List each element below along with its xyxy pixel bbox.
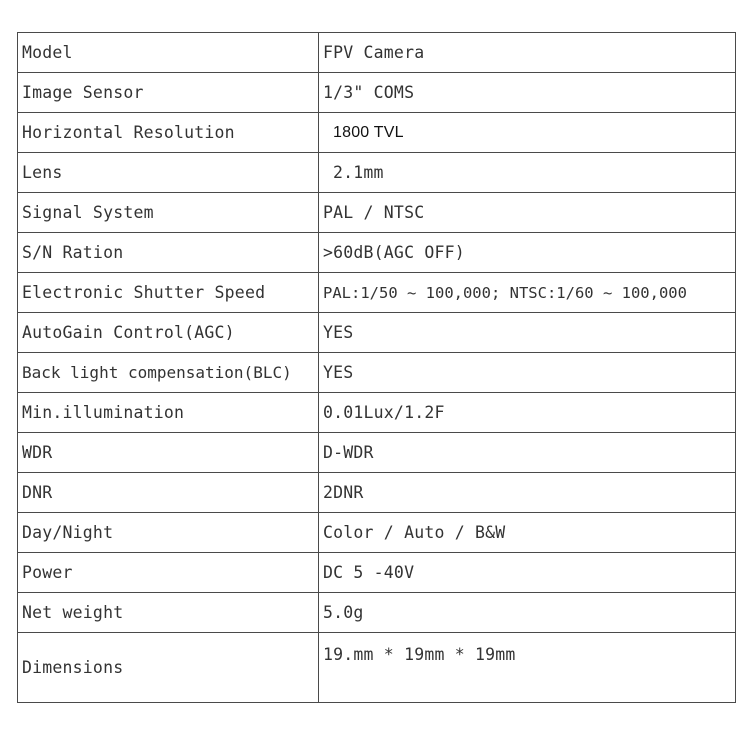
spec-value-power: DC 5 -40V <box>319 553 736 593</box>
spec-value-signal-system: PAL / NTSC <box>319 193 736 233</box>
spec-value-net-weight: 5.0g <box>319 593 736 633</box>
spec-value-dnr: 2DNR <box>319 473 736 513</box>
table-row <box>18 593 736 633</box>
spec-label-blc: Back light compensation(BLC) <box>18 353 319 393</box>
spec-value-shutter-speed: PAL:1/50 ~ 100,000; NTSC:1/60 ~ 100,000 <box>319 273 736 313</box>
table-row <box>18 33 736 73</box>
spec-label-power: Power <box>18 553 319 593</box>
spec-value-min-illumination: 0.01Lux/1.2F <box>319 393 736 433</box>
spec-value-image-sensor: 1/3" COMS <box>319 73 736 113</box>
table-row <box>18 73 736 113</box>
spec-label-sn-ratio: S/N Ration <box>18 233 319 273</box>
table-row <box>18 113 736 153</box>
spec-label-dimensions: Dimensions <box>18 633 319 703</box>
spec-label-shutter-speed: Electronic Shutter Speed <box>18 273 319 313</box>
spec-label-wdr: WDR <box>18 433 319 473</box>
table-row <box>18 633 736 703</box>
spec-label-agc: AutoGain Control(AGC) <box>18 313 319 353</box>
spec-value-lens: 2.1mm <box>319 153 736 193</box>
spec-label-day-night: Day/Night <box>18 513 319 553</box>
spec-label-net-weight: Net weight <box>18 593 319 633</box>
spec-value-day-night: Color / Auto / B&W <box>319 513 736 553</box>
spec-label-dnr: DNR <box>18 473 319 513</box>
spec-value-dimensions: 19.mm * 19mm * 19mm <box>319 633 736 703</box>
table-row <box>18 513 736 553</box>
spec-label-min-illumination: Min.illumination <box>18 393 319 433</box>
spec-label-lens: Lens <box>18 153 319 193</box>
spec-table <box>17 32 736 703</box>
table-row <box>18 473 736 513</box>
table-row <box>18 553 736 593</box>
spec-label-horizontal-resolution: Horizontal Resolution <box>18 113 319 153</box>
table-row <box>18 353 736 393</box>
spec-value-wdr: D-WDR <box>319 433 736 473</box>
spec-label-signal-system: Signal System <box>18 193 319 233</box>
table-row <box>18 313 736 353</box>
table-row <box>18 153 736 193</box>
table-row <box>18 273 736 313</box>
table-row <box>18 193 736 233</box>
spec-label-model: Model <box>18 33 319 73</box>
table-row <box>18 233 736 273</box>
table-row <box>18 393 736 433</box>
spec-value-model: FPV Camera <box>319 33 736 73</box>
spec-value-sn-ratio: >60dB(AGC OFF) <box>319 233 736 273</box>
spec-value-blc: YES <box>319 353 736 393</box>
spec-value-horizontal-resolution: 1800 TVL <box>319 113 736 153</box>
spec-value-agc: YES <box>319 313 736 353</box>
table-row <box>18 433 736 473</box>
spec-label-image-sensor: Image Sensor <box>18 73 319 113</box>
